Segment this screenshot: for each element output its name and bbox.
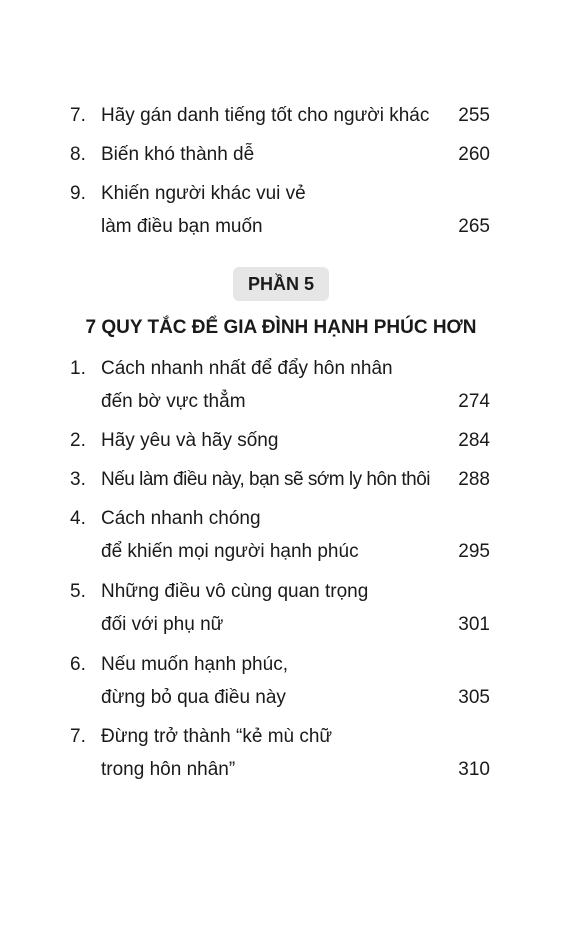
toc-entry: [0, 502, 562, 568]
entry-title-line: đừng bỏ qua điều này: [101, 687, 286, 708]
entry-title-line: Hãy gán danh tiếng tốt cho người khác: [101, 105, 430, 126]
entry-title: [101, 648, 288, 714]
entry-number: 5.: [70, 581, 86, 602]
entry-number: 1.: [70, 358, 86, 379]
entry-title: [101, 720, 332, 786]
entry-title-line: Cách nhanh chóng: [101, 508, 261, 529]
entry-title: [101, 99, 429, 132]
entry-page-number: 301: [458, 614, 490, 635]
entry-number: 4.: [70, 508, 86, 529]
entry-title-line: trong hôn nhân”: [101, 759, 236, 780]
entry-title: [101, 424, 278, 457]
entry-title-line: Nếu muốn hạnh phúc,: [101, 654, 288, 675]
entry-page-number: 260: [458, 144, 490, 165]
entry-page-number: 288: [458, 469, 490, 490]
entry-title: [101, 575, 368, 641]
entry-page-number: 274: [458, 391, 490, 412]
entry-number: 8.: [70, 144, 86, 165]
entry-title-line: đối với phụ nữ: [101, 614, 224, 635]
entry-title-line: Khiến người khác vui vẻ: [101, 183, 306, 204]
entry-title: [101, 177, 306, 243]
entry-number: 7.: [70, 726, 86, 747]
entry-title-line: Nếu làm điều này, bạn sẽ sớm ly hôn thôi: [101, 469, 431, 490]
entry-title-line: Những điều vô cùng quan trọng: [101, 581, 369, 602]
part-label: PHẦN 5: [233, 267, 329, 301]
entry-title: [101, 463, 430, 496]
entry-number: 9.: [70, 183, 86, 204]
entry-title-line: Biến khó thành dễ: [101, 144, 255, 165]
toc-entry: [0, 99, 562, 132]
entry-page-number: 284: [458, 430, 490, 451]
entry-number: 7.: [70, 105, 86, 126]
entry-title-line: Cách nhanh nhất để đẩy hôn nhân: [101, 358, 393, 379]
entry-number: 6.: [70, 654, 86, 675]
entry-title: [101, 138, 254, 171]
entry-title-line: Đừng trở thành “kẻ mù chữ: [101, 726, 333, 747]
part-heading: 7 QUY TẮC ĐỂ GIA ĐÌNH HẠNH PHÚC HƠN: [85, 317, 477, 338]
entry-page-number: 295: [458, 541, 490, 562]
entry-page-number: 265: [458, 216, 490, 237]
toc-entry: [0, 424, 562, 457]
toc-entry: [0, 177, 562, 243]
entry-title-line: đến bờ vực thẳm: [101, 391, 246, 412]
entry-page-number: 310: [458, 759, 490, 780]
toc-entry: [0, 138, 562, 171]
entry-title: [101, 352, 393, 418]
entry-number: 3.: [70, 469, 86, 490]
toc-entry: [0, 463, 562, 496]
entry-number: 2.: [70, 430, 86, 451]
toc-entry: [0, 352, 562, 418]
entry-page-number: 305: [458, 687, 490, 708]
entry-title-line: để khiến mọi người hạnh phúc: [101, 541, 359, 562]
entry-page-number: 255: [458, 105, 490, 126]
toc-entry: [0, 575, 562, 641]
toc-entry: [0, 648, 562, 714]
entry-title: [101, 502, 359, 568]
entry-title-line: Hãy yêu và hãy sống: [101, 430, 279, 451]
toc-entry: [0, 720, 562, 786]
entry-title-line: làm điều bạn muốn: [101, 216, 263, 237]
